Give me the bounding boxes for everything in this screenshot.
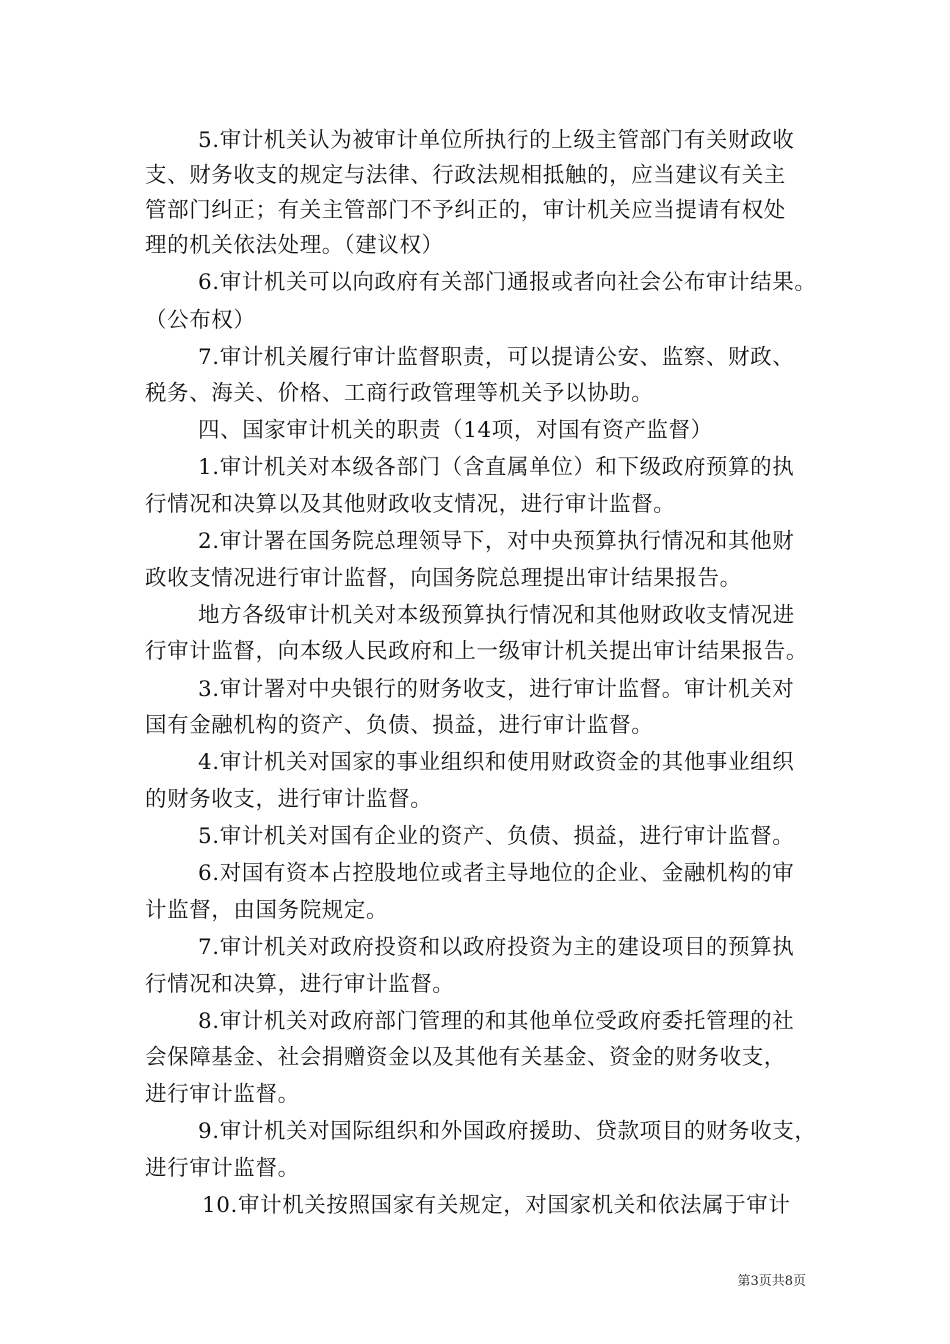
text-line: 会保障基金、社会捐赠资金以及其他有关基金、资金的财务收支，	[145, 1045, 786, 1070]
text-line: 6.审计机关可以向政府有关部门通报或者向社会公布审计结果。	[198, 270, 817, 295]
text-line: 9.审计机关对国际组织和外国政府援助、贷款项目的财务收支，	[198, 1119, 817, 1144]
text-line: 1.审计机关对本级各部门（含直属单位）和下级政府预算的执	[198, 455, 795, 480]
page-number-footer: 第3页共8页	[737, 1274, 806, 1289]
text-line: 7.审计机关对政府投资和以政府投资为主的建设项目的预算执	[198, 935, 795, 960]
text-line: 2.审计署在国务院总理领导下，对中央预算执行情况和其他财	[198, 529, 795, 554]
text-line: 支、财务收支的规定与法律、行政法规相抵触的，应当建议有关主	[145, 163, 786, 188]
text-line: 10.审计机关按照国家有关规定，对国家机关和依法属于审计	[202, 1193, 791, 1218]
text-line: 国有金融机构的资产、负债、损益，进行审计监督。	[145, 713, 654, 738]
text-line: 5.审计机关认为被审计单位所执行的上级主管部门有关财政收	[198, 128, 795, 153]
text-line: 进行审计监督。	[145, 1156, 300, 1181]
text-line: 行情况和决算，进行审计监督。	[145, 972, 455, 997]
text-line: 5.审计机关对国有企业的资产、负债、损益，进行审计监督。	[198, 824, 795, 849]
text-line: 进行审计监督。	[145, 1082, 300, 1107]
text-line: 政收支情况进行审计监督，向国务院总理提出审计结果报告。	[145, 566, 742, 591]
text-line: 税务、海关、价格、工商行政管理等机关予以协助。	[145, 381, 654, 406]
section-heading: 四、国家审计机关的职责（14项，对国有资产监督）	[198, 418, 713, 443]
text-line: 的财务收支，进行审计监督。	[145, 787, 433, 812]
text-line: 3.审计署对中央银行的财务收支，进行审计监督。审计机关对	[198, 677, 795, 702]
text-line: 管部门纠正；有关主管部门不予纠正的，审计机关应当提请有权处	[145, 198, 786, 223]
text-line: 4.审计机关对国家的事业组织和使用财政资金的其他事业组织	[198, 750, 795, 775]
text-line: 6.对国有资本占控股地位或者主导地位的企业、金融机构的审	[198, 861, 795, 886]
text-line: 理的机关依法处理。（建议权）	[145, 233, 444, 258]
text-line: 计监督，由国务院规定。	[145, 898, 389, 923]
text-line: 行情况和决算以及其他财政收支情况，进行审计监督。	[145, 492, 676, 517]
text-line: 8.审计机关对政府部门管理的和其他单位受政府委托管理的社	[198, 1009, 795, 1034]
text-line: 行审计监督，向本级人民政府和上一级审计机关提出审计结果报告。	[145, 639, 809, 664]
text-line: 地方各级审计机关对本级预算执行情况和其他财政收支情况进	[198, 603, 795, 628]
text-line: （公布权）	[145, 308, 256, 333]
text-line: 7.审计机关履行审计监督职责，可以提请公安、监察、财政、	[198, 345, 795, 370]
